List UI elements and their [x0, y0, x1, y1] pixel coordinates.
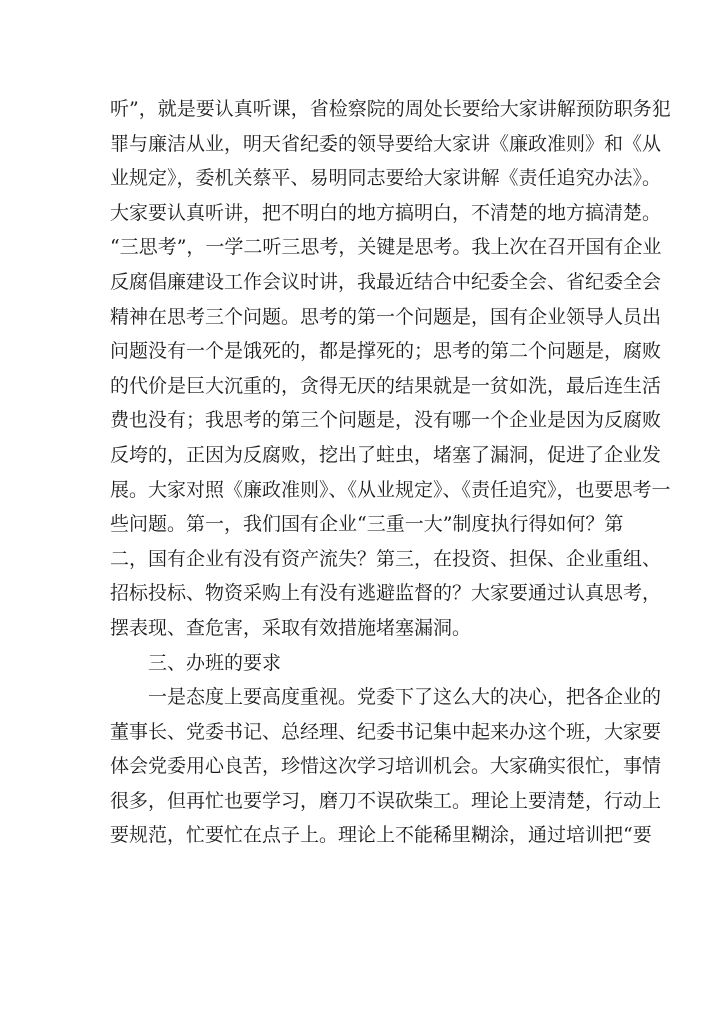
text-line: 一是态度上要高度重视。党委下了这么大的决心，把各企业的: [110, 686, 662, 709]
text-line: 精神在思考三个问题。思考的第一个问题是，国有企业领导人员出: [110, 305, 662, 328]
text-line: 业规定》，委机关蔡平、易明同志要给大家讲解《责任追究办法》。: [110, 167, 662, 190]
text-line: 反垮的，正因为反腐败，挖出了蛀虫，堵塞了漏洞，促进了企业发: [110, 443, 662, 466]
text-line: 些问题。第一，我们国有企业“三重一大”制度执行得如何？第: [110, 513, 624, 536]
text-line: “三思考”，一学二听三思考，关键是思考。我上次在召开国有企业: [110, 236, 662, 259]
text-line: 很多，但再忙也要学习，磨刀不误砍柴工。理论上要清楚，行动上: [110, 789, 662, 812]
section-heading: 三、办班的要求: [110, 651, 282, 674]
text-line: 费也没有；我思考的第三个问题是，没有哪一个企业是因为反腐败: [110, 409, 662, 432]
text-line: 要规范，忙要忙在点子上。理论上不能稀里糊涂，通过培训把“要: [110, 824, 652, 847]
body-text: [110, 92, 671, 853]
text-line: 大家要认真听讲，把不明白的地方搞明白，不清楚的地方搞清楚。: [110, 201, 662, 224]
text-line: 二，国有企业有没有资产流失？第三，在投资、担保、企业重组、: [110, 547, 662, 570]
text-line: 问题没有一个是饿死的，都是撑死的；思考的第二个问题是，腐败: [110, 340, 662, 363]
text-line: 摆表现、查危害，采取有效措施堵塞漏洞。: [110, 616, 472, 639]
text-line: 听”，就是要认真听课，省检察院的周处长要给大家讲解预防职务犯: [110, 98, 671, 120]
text-line: 反腐倡廉建设工作会议时讲，我最近结合中纪委全会、省纪委全会: [110, 270, 662, 293]
text-line: 的代价是巨大沉重的，贪得无厌的结果就是一贫如洗，最后连生活: [110, 374, 662, 397]
text-line: 董事长、党委书记、总经理、纪委书记集中起来办这个班，大家要: [110, 720, 662, 743]
text-line: 罪与廉洁从业，明天省纪委的领导要给大家讲《廉政准则》和《从: [110, 132, 662, 155]
text-line: 展。大家对照《廉政准则》、《从业规定》、《责任追究》，也要思考一: [110, 478, 671, 501]
text-line: 体会党委用心良苦，珍惜这次学习培训机会。大家确实很忙，事情: [110, 755, 662, 778]
text-line: 招标投标、物资采购上有没有逃避监督的？大家要通过认真思考，: [110, 582, 662, 605]
